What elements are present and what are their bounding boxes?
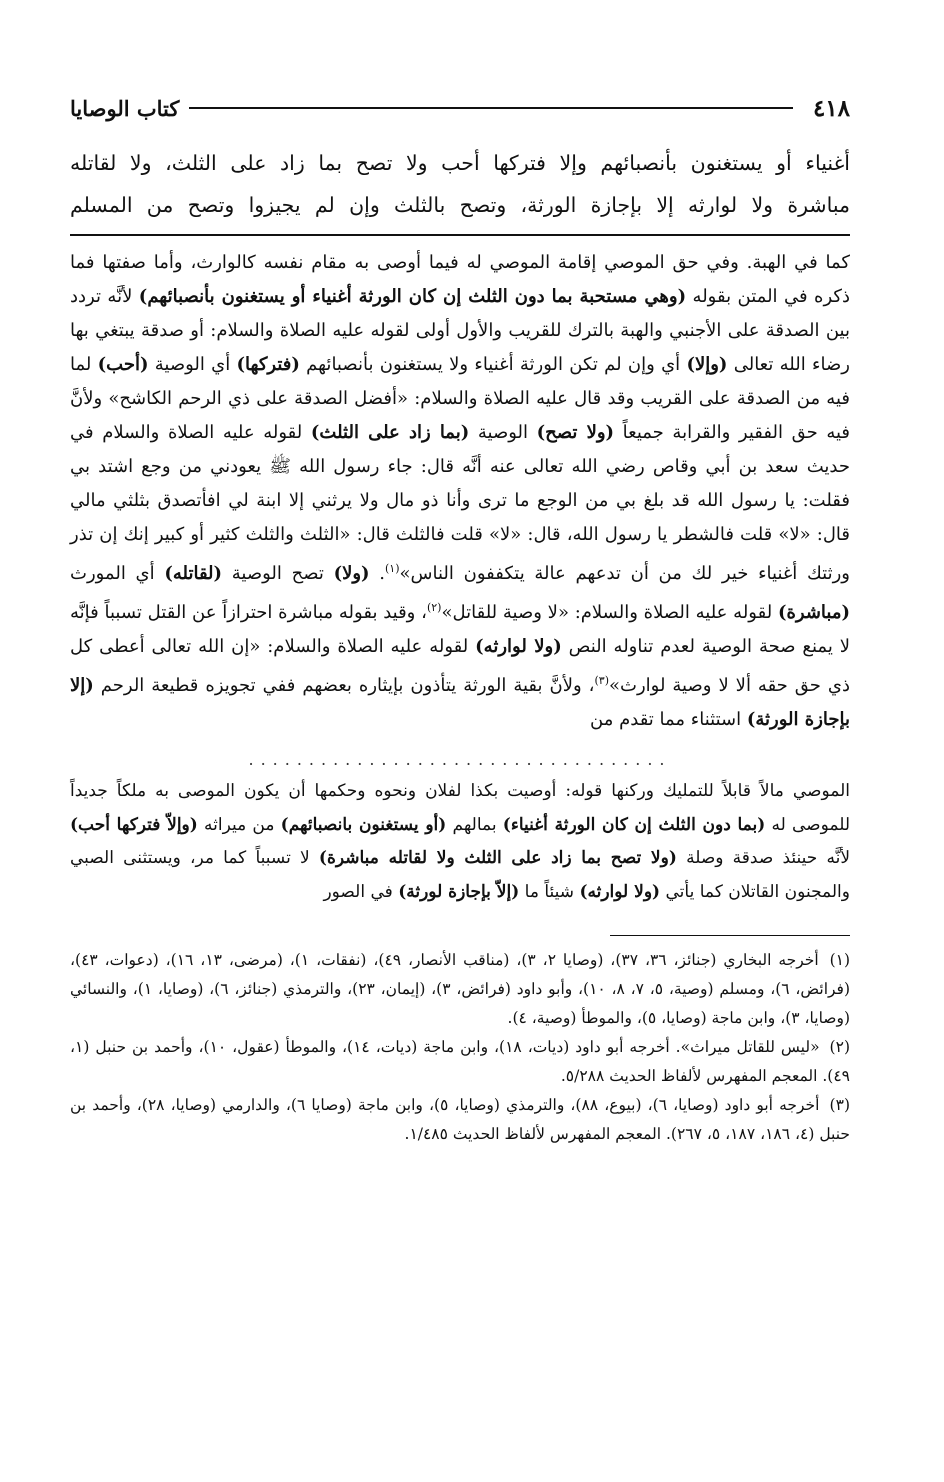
commentary-text: لقوله عليه الصلاة والسلام: «لا وصية للقاتل» — [441, 602, 773, 623]
main-text — [70, 142, 850, 226]
footnote-ref[interactable]: (٢) — [426, 601, 442, 614]
footnote-text: «ليس للقاتل ميراث». أخرجه أبو داود (ديات، ١٨)، وابن ماجة (ديات، ١٤)، والموطأ (عقول، ١٠)، وأحمد بن حنبل (١، ٤٩). المعجم المفهرس لألفاظ الحديث ٥/٢٨٨. — [70, 1038, 850, 1085]
commentary-quote: (ولا تصح) — [536, 422, 615, 443]
header-rule — [189, 107, 793, 109]
gloss-text: لأنَّه حينئذ صدقة وصلة — [686, 848, 851, 868]
commentary-quote: (وإلا) — [686, 354, 728, 375]
footnote-number: (٣) — [829, 1096, 850, 1114]
commentary-quote: (فتركها) — [236, 354, 300, 375]
gloss-text: من ميراثه — [204, 814, 275, 835]
commentary-quote: (لقاتله) — [164, 563, 223, 584]
footnote-number: (٢) — [829, 1038, 850, 1056]
gloss-text: بمالهم — [452, 814, 497, 835]
footnote-text: أخرجه أبو داود (وصايا، ٦)، (بيوع، ٨٨)، والترمذي (وصايا، ٥)، وابن ماجة (وصايا ٦)، والدارمي (وصايا، ٢٨)، وأحمد بن حنبل (٤، ١٨٦، ١٨٧، ٥، ٢٦٧). المعجم المفهرس لألفاظ الحديث ١/٤٨٥. — [70, 1096, 850, 1143]
commentary-quote: (ولا لوارثه) — [475, 636, 562, 657]
commentary-text: ، وقيد بقوله مباشرة احترازاً عن القتل تسبباً فإنَّه لا يمنع صحة الوصية لعدم تناوله النص — [70, 602, 851, 657]
commentary-text: ، ولأنَّ بقية الورثة يتأذون بإيثاره بعضهم ففي تجويزه قطيعة الرحم — [100, 675, 595, 696]
gloss-quote: (ولا لوارثه) — [579, 881, 661, 902]
gloss-text: لا تسبباً كما مر، ويستثنى الصبي والمجنون القاتلان كما يأتي — [70, 848, 850, 902]
footnote-ref[interactable]: (١) — [385, 562, 400, 575]
gloss-quote: (أو يستغنون بانصبائهم) — [280, 814, 447, 835]
footnote-ref[interactable]: (٣) — [594, 674, 609, 687]
footnote-text: أخرجه البخاري (جنائز، ٣٦، ٣٧)، (وصايا ٢، ٣)، (مناقب الأنصار، ٤٩)، (نفقات، ١)، (مرضى، ١٣، ١٦)، (دعوات، ٤٣)، (فرائض، ٦)، ومسلم (وصية، ٥، ٧، ٨، ١٠)، وأبو داود (فرائض، ٣)، (إيمان، ٢٣)، والترمذي (جنائز، ٦)، (وصايا، ١)، والنسائي (وصايا، ٣)، وابن ماجة (وصايا، ٥)، والموطأ (وصية، ٤). — [70, 951, 851, 1027]
book-page — [70, 86, 850, 1149]
gloss-text: الموصي مالاً قابلاً للتمليك وركنها قوله: أوصيت بكذا لفلان ونحوه وحكمها أن يكون الموصى به ملكاً جديداً للموصى له — [70, 781, 850, 835]
gloss-quote: (بما دون الثلث إن كان الورثة أغنياء) — [502, 814, 766, 835]
gloss-text: في الصور — [323, 881, 393, 902]
footnote-number: (١) — [829, 951, 851, 969]
footnote-item — [70, 1033, 850, 1091]
section-separator: ................................... — [248, 750, 672, 769]
commentary-text: أي الوصية — [154, 354, 231, 375]
commentary-quote: (إلا بإجازة الورثة) — [70, 675, 850, 730]
commentary-text: . — [379, 563, 385, 584]
commentary-quote: (مباشرة) — [777, 602, 850, 623]
commentary — [70, 246, 850, 737]
book-title: كتاب الوصايا — [70, 95, 180, 121]
gloss-quote: (إلاّ بإجازة لورثة) — [398, 881, 520, 902]
main-text-line: مباشرة ولا لوارثه إلا بإجازة الورثة، وتصح بالثلث وإن لم يجيزوا وتصح من المسلم — [70, 193, 850, 217]
main-text-line: أغنياء أو يستغنون بأنصبائهم وإلا فتركها أحب ولا تصح بما زاد على الثلث، ولا لقاتله — [70, 151, 850, 175]
page-header — [70, 86, 850, 130]
commentary-quote: (بما زاد على الثلث) — [310, 422, 470, 443]
footnotes — [70, 946, 850, 1149]
commentary-quote: (ولا) — [333, 563, 370, 584]
commentary-text: لأنَّه تردد بين الصدقة على الأجنبي والهبة بالترك للقريب والأول أولى لقوله عليه الصلاة والسلام: أو صدقة يبتغي بها رضاء الله تعالى — [70, 286, 850, 375]
gloss-text: شيئاً ما — [524, 881, 575, 902]
commentary-text: لقوله عليه الصلاة والسلام: «إن الله تعالى أعطى كل ذي حق حقه ألا لا وصية لوارث» — [70, 636, 850, 696]
page-number: ٤١٨ — [812, 94, 850, 122]
commentary-text: أي وإن لم تكن الورثة أغنياء ولا يستغنون بأنصبائهم — [306, 354, 681, 375]
commentary-text: الوصية — [477, 422, 529, 443]
commentary-quote: (أحب) — [97, 354, 149, 375]
commentary-text: تصح الوصية — [231, 563, 324, 584]
main-text-rule — [70, 234, 850, 236]
footnote-item — [70, 1091, 850, 1149]
gloss-quote: (ولا تصح بما زاد على الثلث ولا لقاتله مباشرة) — [318, 848, 677, 868]
commentary-text: استثناء مما تقدم من — [590, 709, 742, 730]
gloss-quote: (وإلاّ فتركها أحب) — [70, 814, 198, 835]
commentary-text: لما فيه من الصدقة على القريب وقد قال عليه الصلاة والسلام: «أفضل الصدقة على ذي الرحم الكاشح» ولأنَّ فيه حق الفقير والقرابة جميعاً — [70, 354, 851, 443]
marginal-gloss — [70, 775, 850, 909]
footnote-item — [70, 946, 850, 1033]
commentary-quote: (وهي مستحبة بما دون الثلث إن كان الورثة أغنياء أو يستغنون بأنصبائهم) — [138, 286, 687, 307]
commentary-text: لقوله عليه الصلاة والسلام في حديث سعد بن أبي وقاص رضي الله تعالى عنه أنَّه قال: جاء رسول الله ﷺ يعودني من وجع اشتد بي فقلت: يا رسول الله قد بلغ بي من الوجع ما ترى وأنا ذو مال ولا يرثني إلا ابنة لي افأتصدق بثلثي مالي قال: «لا» قلت فالشطر يا رسول الله، قال: «لا» قلت فالثلث قال: «الثلث والثلث كثير أو كبير إنك إن تذر ورثتك أغنياء خير لك من أن تدعهم عالة يتكففون الناس» — [70, 422, 850, 584]
footnote-rule — [610, 935, 850, 936]
commentary-text: أي المورث — [70, 563, 155, 584]
commentary-text: كما في الهبة. وفي حق الموصي إقامة الموصي له فيما أوصى به مقام نفسه كالوارث، وأما صفتها فما ذكره في المتن بقوله — [70, 252, 851, 307]
